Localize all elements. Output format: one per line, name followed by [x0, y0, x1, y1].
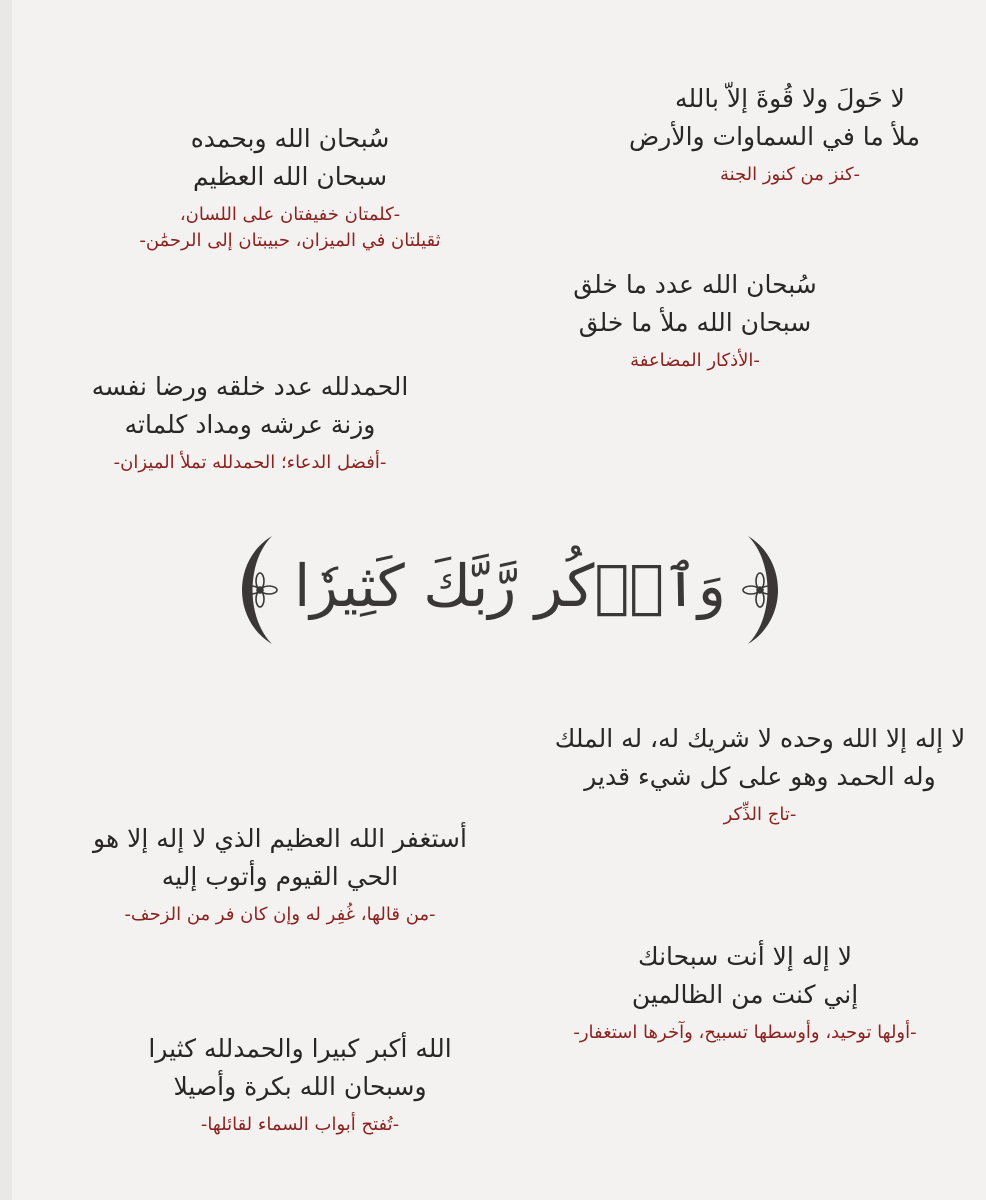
dhikr-line: وسبحان الله بكرة وأصيلا: [173, 1072, 427, 1101]
page-edge-strip: [0, 0, 12, 1200]
virtue-line: -كلمتان خفيفتان على اللسان،: [179, 204, 401, 225]
dhikr-line: لا حَولَ ولا قُوةَ إلاّ بالله: [675, 84, 905, 113]
dhikr-block-dua-yunus: [520, 938, 970, 1046]
dhikr-line: ملأ ما في السماوات والأرض: [629, 122, 920, 151]
dhikr-line: الله أكبر كبيرا والحمدلله كثيرا: [148, 1034, 452, 1063]
virtue-line: -أولها توحيد، وأوسطها تسبيح، وآخرها استغفار-: [573, 1022, 917, 1043]
virtue-line: -كنز من كنوز الجنة: [719, 164, 861, 185]
dhikr-line: سُبحان الله وبحمده: [190, 124, 390, 153]
dhikr-line: سبحان الله ملأ ما خلق: [578, 308, 812, 337]
dhikr-block-tahlil: [540, 720, 980, 828]
ornament-left-icon: [230, 530, 290, 650]
dhikr-block-adad-ma-khalaq: [550, 266, 840, 374]
dhikr-line: وله الحمد وهو على كل شيء قدير: [584, 762, 936, 791]
virtue-line: -من قالها، غُفِر له وإن كان فر من الزحف-: [124, 904, 436, 925]
verse-banner: [230, 530, 790, 650]
dhikr-block-alhamdulillah-adad: [60, 368, 440, 476]
dhikr-block-takbir: [120, 1030, 480, 1138]
ornament-right-icon: [730, 530, 790, 650]
dhikr-block-hawqala: [629, 80, 920, 188]
virtue-line: -أفضل الدعاء؛ الحمدلله تملأ الميزان-: [113, 452, 387, 473]
dhikr-line: وزنة عرشه ومداد كلماته: [124, 410, 376, 439]
dhikr-line: لا إله إلا الله وحده لا شريك له، له الملك: [554, 724, 966, 753]
dhikr-line: إني كنت من الظالمين: [631, 980, 859, 1009]
dhikr-line: الحمدلله عدد خلقه ورضا نفسه: [91, 372, 409, 401]
dhikr-line: سُبحان الله عدد ما خلق: [573, 270, 817, 299]
virtue-line: ثقيلتان في الميزان، حبيبتان إلى الرحمَٰن-: [139, 230, 441, 251]
dhikr-line: لا إله إلا أنت سبحانك: [638, 942, 852, 971]
dhikr-block-istighfar: [60, 820, 500, 928]
virtue-line: -تاج الذِّكر: [723, 804, 797, 825]
dhikr-line: أستغفر الله العظيم الذي لا إله إلا هو: [93, 824, 467, 853]
virtue-line: -الأذكار المضاعفة: [630, 350, 760, 371]
quran-verse: وَٱذۡكُر رَّبَّكَ كَثِيرٗا: [294, 552, 726, 620]
dhikr-line: سبحان الله العظيم: [192, 162, 388, 191]
dhikr-block-subhanallah-wa-bihamdihi: [120, 120, 460, 254]
dhikr-line: الحي القيوم وأتوب إليه: [161, 862, 399, 891]
virtue-line: -تُفتح أبواب السماء لقائلها-: [200, 1114, 400, 1135]
